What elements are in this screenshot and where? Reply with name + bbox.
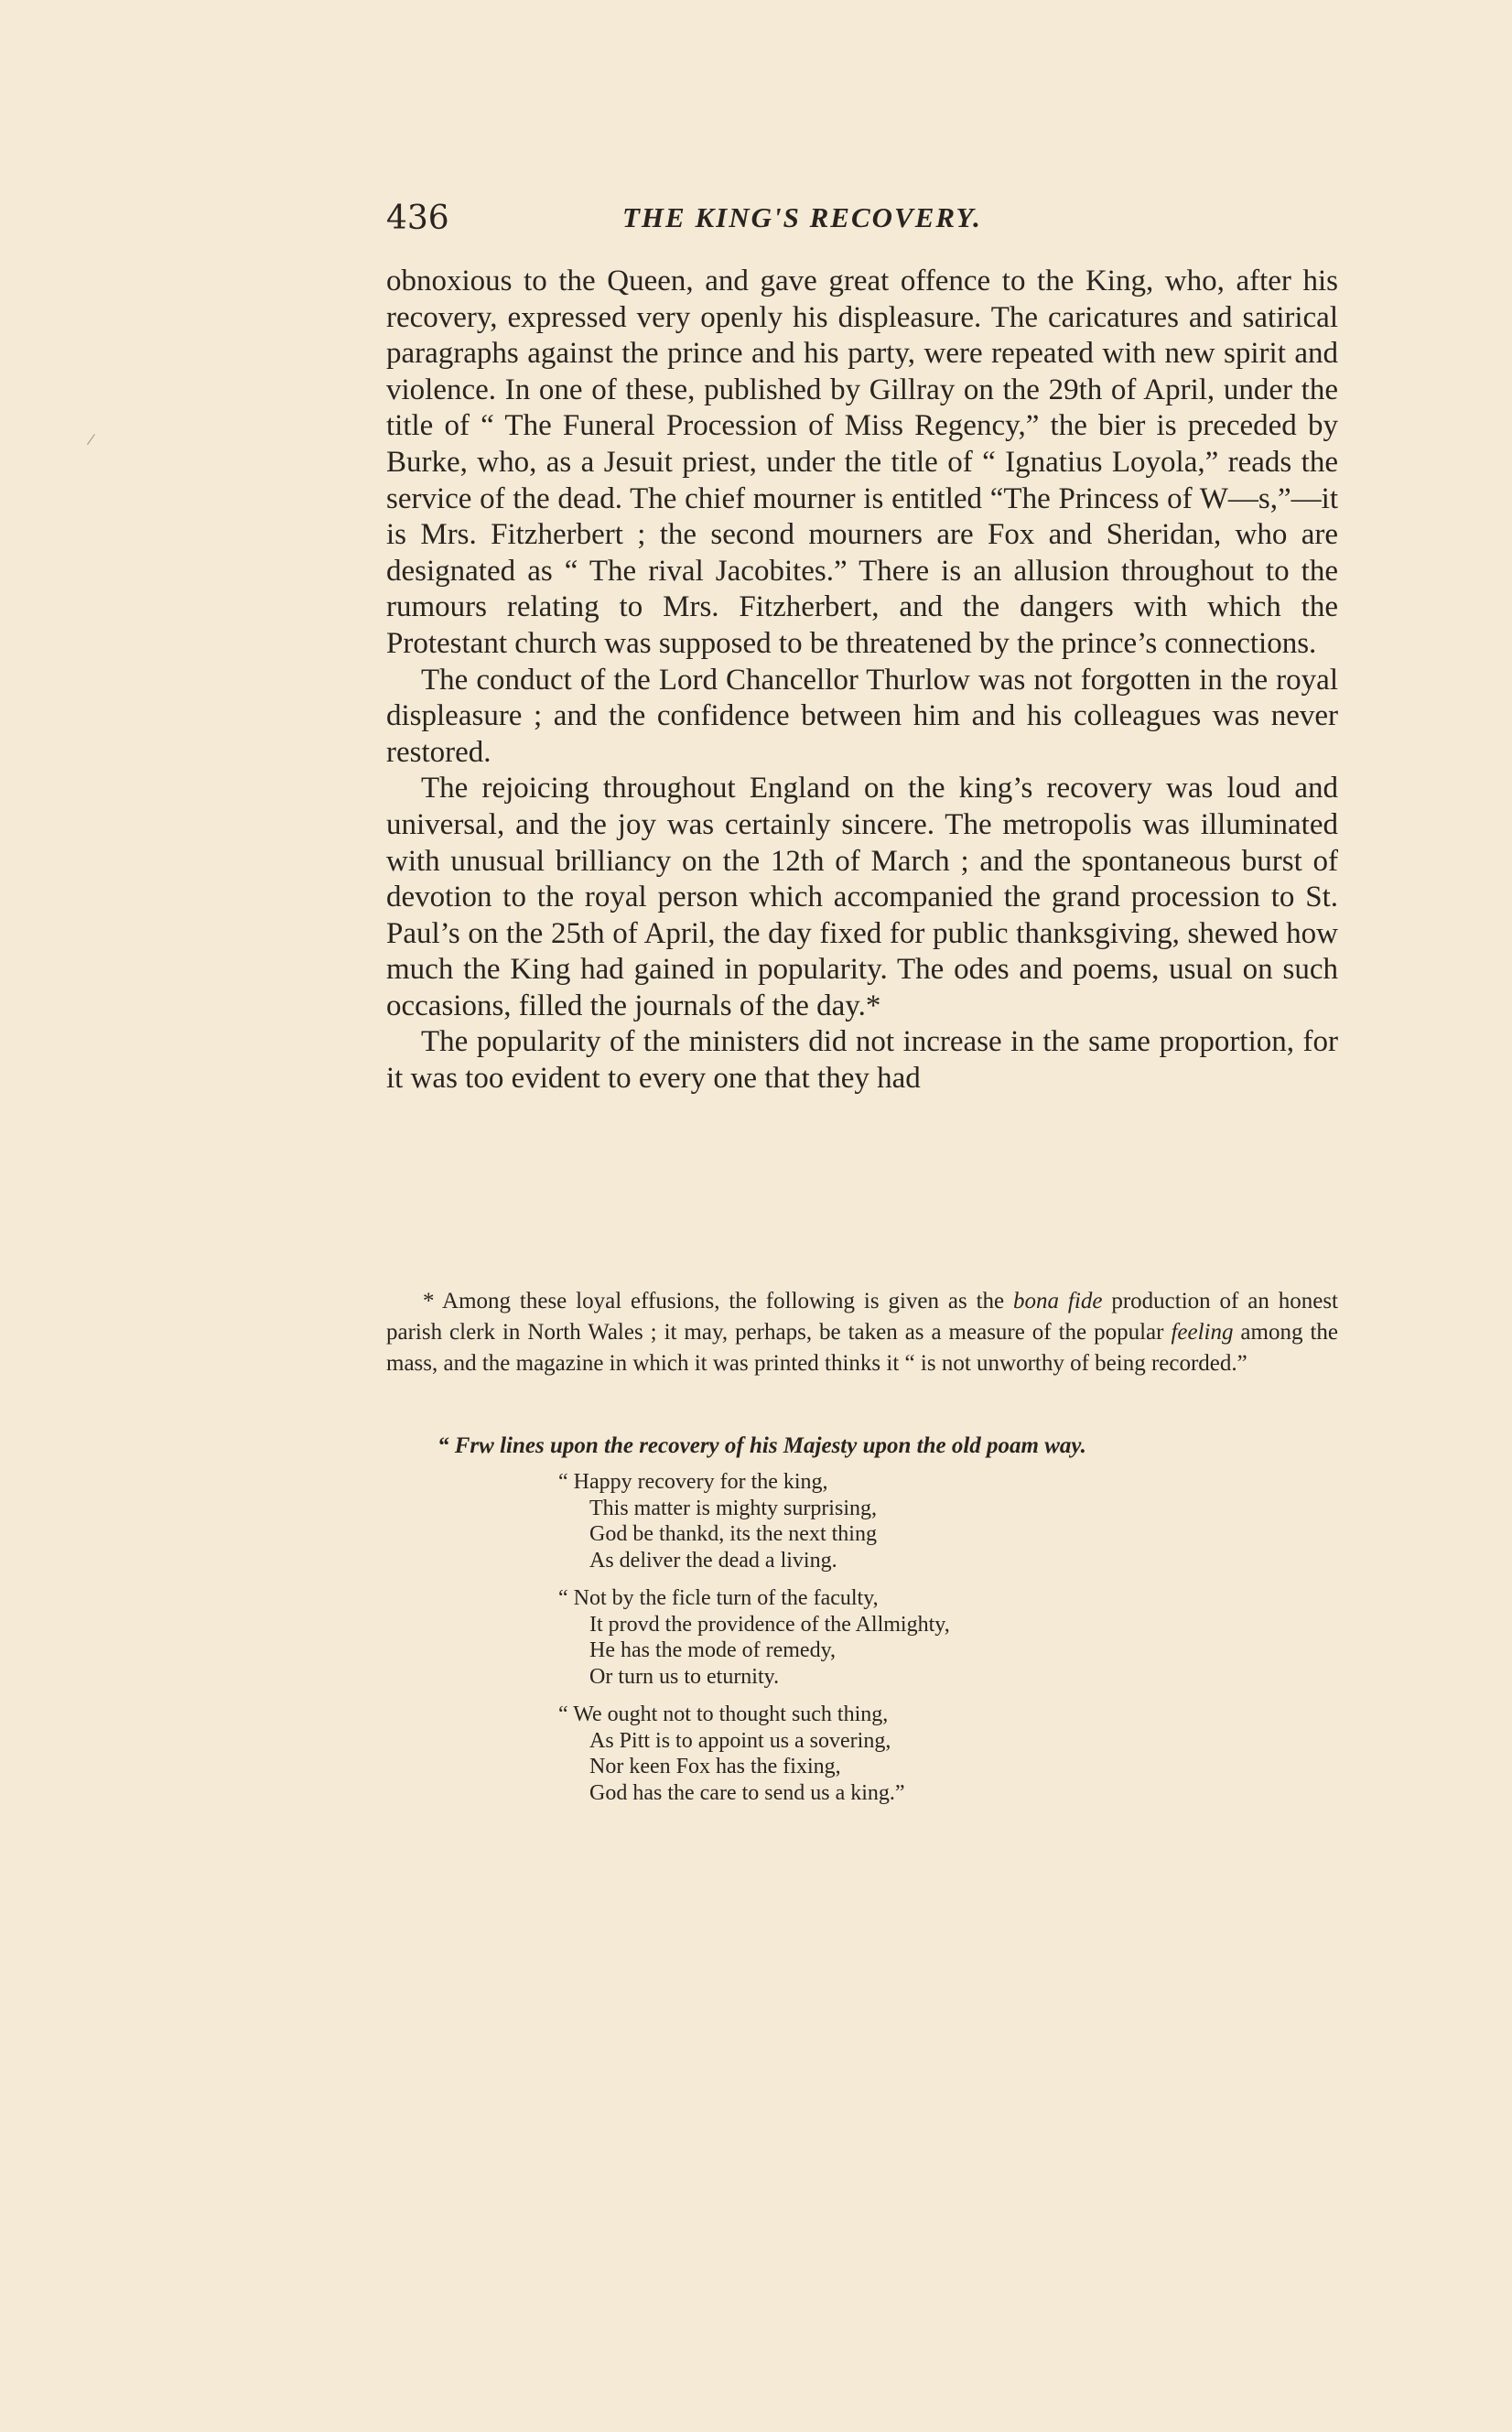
margin-mark (87, 434, 103, 450)
body-text (386, 264, 1338, 1097)
paragraph-2: The conduct of the Lord Chancellor Thurlow was not forgotten in the royal displeasure ; and the confidence between him and his colleagues was never restored. (386, 663, 1338, 769)
paragraph-3: The rejoicing throughout England on the king’s recovery was loud and universal, and the joy was certainly sincere. The metropolis was illuminated with unusual brilliancy on the 12th of March ; and the spontaneous burst of devotion to the royal person which accompanied the grand procession to St. Paul’s on the 25th of April, the day fixed for public thanksgiving, shewed how much the King had gained in popularity. The odes and poems, usual on such occasions, filled the journals of the day.* (386, 772, 1338, 1022)
poem-line: God be thankd, its the next thing (589, 1522, 877, 1546)
footnote-emphasis-1: bona fide (1013, 1289, 1103, 1313)
page-number: 436 (386, 200, 449, 237)
poem-line: “ We ought not to thought such thing, (558, 1702, 889, 1726)
footnote-part-2: production of an honest parish clerk in North Wales ; it may, perhaps, be taken as a measure of the popular (386, 1289, 1338, 1345)
poem-stanza-3 (558, 1702, 1199, 1806)
footnote-emphasis-2: feeling (1171, 1320, 1234, 1345)
poem-line: Or turn us to eturnity. (589, 1664, 780, 1689)
footnote-part-1: * Among these loyal effusions, the following is given as the (423, 1289, 1014, 1313)
poem-line: “ Happy recovery for the king, (558, 1470, 828, 1494)
footnote-part-3: among the mass, and the magazine in which it was printed thinks it “ is not unworthy of being recorded.” (386, 1320, 1338, 1376)
poem-line: God has the care to send us a king.” (589, 1780, 905, 1805)
poem-line: As deliver the dead a living. (589, 1548, 837, 1573)
running-title: THE KING'S RECOVERY. (622, 201, 982, 233)
poem-title: “ Frw lines upon the recovery of his Majesty upon the old poam way. (437, 1433, 1086, 1458)
paragraph-4: The popularity of the ministers did not increase in the same proportion, for it was too evident to every one that they had (386, 1025, 1338, 1096)
poem-line: He has the mode of remedy, (589, 1638, 837, 1662)
paragraph-1: obnoxious to the Queen, and gave great offence to the King, who, after his recovery, expressed very openly his displeasure. The caricatures and satirical paragraphs against the prince and his party, were repeated with new spirit and violence. In one of these, published by Gillray on the 29th of April, under the title of “ The Funeral Procession of Miss Regency,” the bier is preceded by Burke, who, as a Jesuit priest, under the title of “ Ignatius Loyola,” reads the service of the dead. The chief mourner is entitled “The Princess of W—s,”—it is Mrs. Fitzherbert ; the second mourners are Fox and Sheridan, who are designated as “ The rival Jacobites.” There is an allusion throughout to the rumours relating to Mrs. Fitzherbert, and the dangers with which the Protestant church was supposed to be threatened by the prince’s connections. (386, 265, 1338, 660)
poem-line: As Pitt is to appoint us a sovering, (589, 1728, 891, 1753)
poem (558, 1469, 1199, 1818)
poem-line: It provd the providence of the Allmighty, (589, 1612, 950, 1637)
poem-line: “ Not by the ficle turn of the faculty, (558, 1586, 879, 1610)
poem-stanza-2 (558, 1585, 1199, 1690)
poem-line: This matter is mighty surprising, (589, 1496, 877, 1520)
footnote-text (386, 1286, 1338, 1379)
page-header (386, 200, 1338, 245)
poem-stanza-1 (558, 1469, 1199, 1573)
poem-line: Nor keen Fox has the fixing, (589, 1755, 841, 1778)
footnote (386, 1286, 1338, 1379)
